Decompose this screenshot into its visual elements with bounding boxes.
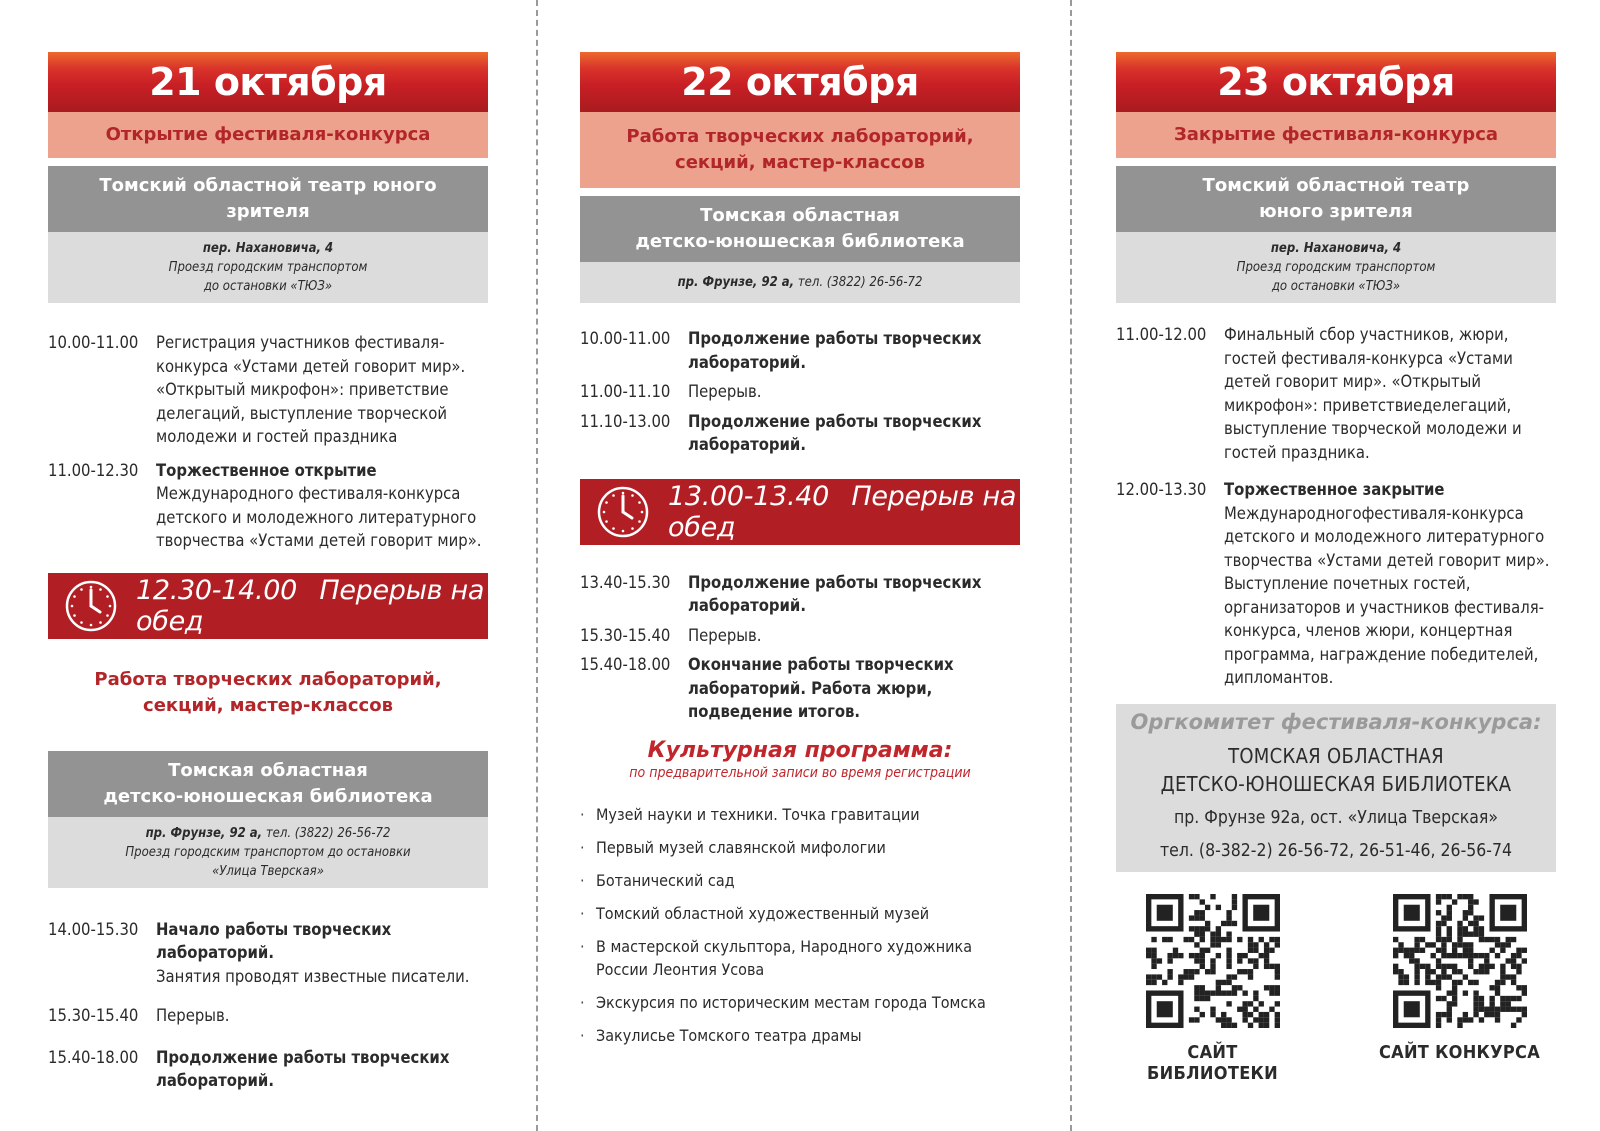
subtitle-line-1: Работа творческих лабораторий, xyxy=(626,126,974,147)
day3-subtitle: Закрытие фестиваля-конкурса xyxy=(1116,112,1556,158)
fold-divider-right xyxy=(1070,0,1072,1131)
schedule-title: Продолжение работы творческих лабораторий. xyxy=(688,572,982,615)
schedule-time: 11.00-12.00 xyxy=(1116,325,1207,344)
schedule-text: Перерыв. xyxy=(688,625,762,645)
venue2-phone: тел. (3822) 26-56-72 xyxy=(265,825,391,841)
schedule-time: 11.00-12.30 xyxy=(48,460,139,480)
qr-library[interactable] xyxy=(1120,894,1305,1084)
day1-venue-transport-2: до остановки «ТЮЗ» xyxy=(203,279,333,294)
bullet-icon: · xyxy=(580,936,585,956)
schedule-time: 14.00-15.30 xyxy=(48,919,139,939)
schedule-time: 15.40-18.00 xyxy=(48,1047,139,1067)
clock-icon xyxy=(596,485,650,539)
schedule-time: 11.00-11.10 xyxy=(580,382,671,401)
day1-venue2 xyxy=(48,751,488,888)
schedule-text: Перерыв. xyxy=(156,1006,230,1025)
schedule-time: 15.30-15.40 xyxy=(580,625,671,645)
schedule-row xyxy=(48,1046,488,1093)
qr-codes xyxy=(1116,894,1556,1084)
day1-schedule xyxy=(48,331,488,553)
day1-venue-address-block xyxy=(48,232,488,303)
schedule-title: Окончание работы творческих лабораторий. Работа жюри, подведение итогов. xyxy=(688,655,954,721)
schedule-row xyxy=(580,624,1020,648)
day2-subtitle xyxy=(580,112,1020,188)
culture-subtitle: по предварительной записи во время регистрации xyxy=(629,764,971,781)
bullet-icon: · xyxy=(580,903,585,923)
day1-subtitle: Открытие фестиваля-конкурса xyxy=(48,112,488,158)
schedule-text: Занятия проводят известные писатели. xyxy=(156,966,470,986)
list-item xyxy=(580,991,1020,1014)
heading-line-2: секций, мастер-классов xyxy=(143,694,393,716)
day2-lunch-banner xyxy=(580,479,1020,545)
day3-venue-address-block xyxy=(1116,232,1556,303)
qr-code-icon[interactable] xyxy=(1146,894,1280,1028)
day3-schedule xyxy=(1116,323,1556,690)
bullet-icon: · xyxy=(580,804,585,824)
venue-address: пр. Фрунзе, 92 а, xyxy=(677,275,795,290)
day1-venue-transport-1: Проезд городским транспортом xyxy=(168,260,368,275)
day2-venue xyxy=(580,196,1020,303)
schedule-text: Международного фестиваля-конкурса детского и молодежного литературного творчества «Устами детей говорит мир». xyxy=(156,484,482,550)
schedule-title: Торжественное открытие xyxy=(156,460,377,480)
list-item xyxy=(580,902,1020,925)
schedule-time: 15.40-18.00 xyxy=(580,655,671,674)
culture-list xyxy=(580,803,1020,1047)
heading-line-1: Работа творческих лабораторий, xyxy=(94,668,442,690)
venue-address: пер. Нахановича, 4 xyxy=(1270,241,1402,256)
lunch-label: Перерыв на обед xyxy=(136,574,485,637)
day2-schedule xyxy=(580,327,1020,457)
qr-label: САЙТ БИБЛИОТЕКИ xyxy=(1147,1041,1278,1084)
day1-afternoon-heading xyxy=(48,667,488,719)
subtitle-line-2: секций, мастер-классов xyxy=(675,152,925,173)
venue-transport-1: Проезд городским транспортом xyxy=(1236,260,1436,275)
schedule-text: Перерыв. xyxy=(688,382,762,401)
schedule-row xyxy=(48,331,488,449)
day2-date-header: 22 октября xyxy=(580,52,1020,112)
schedule-row xyxy=(48,1004,488,1028)
list-item-text: Музей науки и техники. Точка гравитации xyxy=(596,804,920,824)
schedule-time: 11.10-13.00 xyxy=(580,411,671,431)
schedule-text: Международногофестиваля-конкурса детского и молодежного литературного творчества «Устами детей говорит мир». Выступление почетных гостей, организаторов и участников фестиваля-конкурса, членов жюри, концертная программа, награждение победителей, дипломантов. xyxy=(1224,503,1550,687)
org-name-1: ТОМСКАЯ ОБЛАСТНАЯ xyxy=(1228,743,1444,768)
lunch-time: 13.00-13.40 xyxy=(668,480,830,512)
org-phones: тел. (8-382-2) 26-56-72, 26-51-46, 26-56-74 xyxy=(1160,840,1512,861)
venue2-transport-1: Проезд городским транспортом до остановки xyxy=(125,844,411,860)
culture-program xyxy=(580,738,1020,1047)
venue-name-2: юного зрителя xyxy=(1259,201,1413,222)
list-item-text: Томский областной художественный музей xyxy=(596,903,930,923)
day2-schedule2 xyxy=(580,571,1020,724)
day2-column xyxy=(580,52,1020,1057)
org-address: пр. Фрунзе 92а, ост. «Улица Тверская» xyxy=(1173,807,1498,828)
qr-contest[interactable] xyxy=(1367,894,1552,1084)
schedule-title: Торжественное закрытие xyxy=(1224,480,1445,499)
list-item xyxy=(580,836,1020,859)
schedule-row xyxy=(580,410,1020,457)
qr-code-icon[interactable] xyxy=(1393,894,1527,1028)
schedule-title: Начало работы творческих лабораторий. xyxy=(156,919,392,962)
venue-name-1: Томская областная xyxy=(700,205,900,226)
list-item xyxy=(580,869,1020,892)
clock-icon xyxy=(64,579,118,633)
day1-venue xyxy=(48,166,488,303)
schedule-title: Продолжение работы творческих лабораторий. xyxy=(688,411,982,454)
schedule-title: Продолжение работы творческих лабораторий. xyxy=(688,329,982,372)
schedule-row xyxy=(580,571,1020,618)
schedule-row xyxy=(48,918,488,989)
culture-title: Культурная программа: xyxy=(647,737,953,763)
bullet-icon: · xyxy=(580,992,585,1012)
list-item xyxy=(580,803,1020,826)
day1-date-header: 21 октября xyxy=(48,52,488,112)
schedule-time: 12.00-13.30 xyxy=(1116,480,1207,499)
schedule-time: 15.30-15.40 xyxy=(48,1006,139,1025)
schedule-row xyxy=(48,459,488,553)
schedule-row xyxy=(580,380,1020,404)
list-item xyxy=(580,935,1020,981)
day3-venue xyxy=(1116,166,1556,303)
list-item-text: В мастерской скульптора, Народного художника России Леонтия Усова xyxy=(596,936,973,979)
venue2-name-1: Томская областная xyxy=(168,759,368,781)
day3-date-header: 23 октября xyxy=(1116,52,1556,112)
venue-name-1: Томский областной театр xyxy=(1202,175,1470,196)
venue2-name-2: детско-юношеская библиотека xyxy=(103,785,433,807)
schedule-text: Финальный сбор участников, жюри, гостей фестиваля-конкурса «Устами детей говорит мир». «Открытый микрофон»: приветствиеделегаций, выступление творческой молодежи и гостей праздника. xyxy=(1224,325,1522,462)
day1-column xyxy=(48,52,488,1103)
lunch-label: Перерыв на обед xyxy=(668,480,1017,543)
day1-venue-name: Томский областной театр юного зрителя xyxy=(48,166,488,232)
schedule-row xyxy=(580,327,1020,374)
bullet-icon: · xyxy=(580,870,585,890)
venue2-address: пр. Фрунзе, 92 а, xyxy=(145,825,263,841)
schedule-time: 10.00-11.00 xyxy=(580,329,671,348)
day1-venue-address: пер. Нахановича, 4 xyxy=(202,241,334,256)
venue-transport-2: до остановки «ТЮЗ» xyxy=(1271,279,1401,294)
day2-venue-address-block xyxy=(580,262,1020,303)
schedule-title: Продолжение работы творческих лабораторий. xyxy=(156,1047,450,1090)
lunch-time: 12.30-14.00 xyxy=(136,574,298,606)
schedule-row xyxy=(1116,323,1556,464)
org-title: Оргкомитет фестиваля-конкурса: xyxy=(1130,709,1542,734)
day1-lunch-banner xyxy=(48,573,488,639)
list-item xyxy=(580,1024,1020,1047)
list-item-text: Закулисье Томского театра драмы xyxy=(596,1025,862,1045)
fold-divider-left xyxy=(536,0,538,1131)
day1-schedule2 xyxy=(48,918,488,1093)
schedule-time: 13.40-15.30 xyxy=(580,572,671,592)
bullet-icon: · xyxy=(580,837,585,857)
list-item-text: Первый музей славянской мифологии xyxy=(596,837,886,857)
schedule-text: Регистрация участников фестиваля-конкурса «Устами детей говорит мир». «Открытый микрофон»: приветствие делегаций, выступление творческой молодежи и гостей праздника xyxy=(156,333,466,446)
qr-label: САЙТ КОНКУРСА xyxy=(1378,1041,1541,1063)
organizing-committee xyxy=(1116,704,1556,872)
list-item-text: Ботанический сад xyxy=(596,870,735,890)
schedule-time: 10.00-11.00 xyxy=(48,333,139,352)
bullet-icon: · xyxy=(580,1025,585,1045)
venue-name-2: детско-юношеская библиотека xyxy=(635,231,965,252)
day3-column xyxy=(1116,52,1556,1084)
day1-venue2-address-block xyxy=(48,817,488,888)
org-name-2: ДЕТСКО-ЮНОШЕСКАЯ БИБЛИОТЕКА xyxy=(1160,771,1512,796)
venue2-transport-2: «Улица Тверская» xyxy=(212,863,324,879)
schedule-row xyxy=(580,653,1020,724)
venue-phone: тел. (3822) 26-56-72 xyxy=(797,275,923,290)
schedule-row xyxy=(1116,478,1556,690)
list-item-text: Экскурсия по историческим местам города Томска xyxy=(596,992,986,1012)
